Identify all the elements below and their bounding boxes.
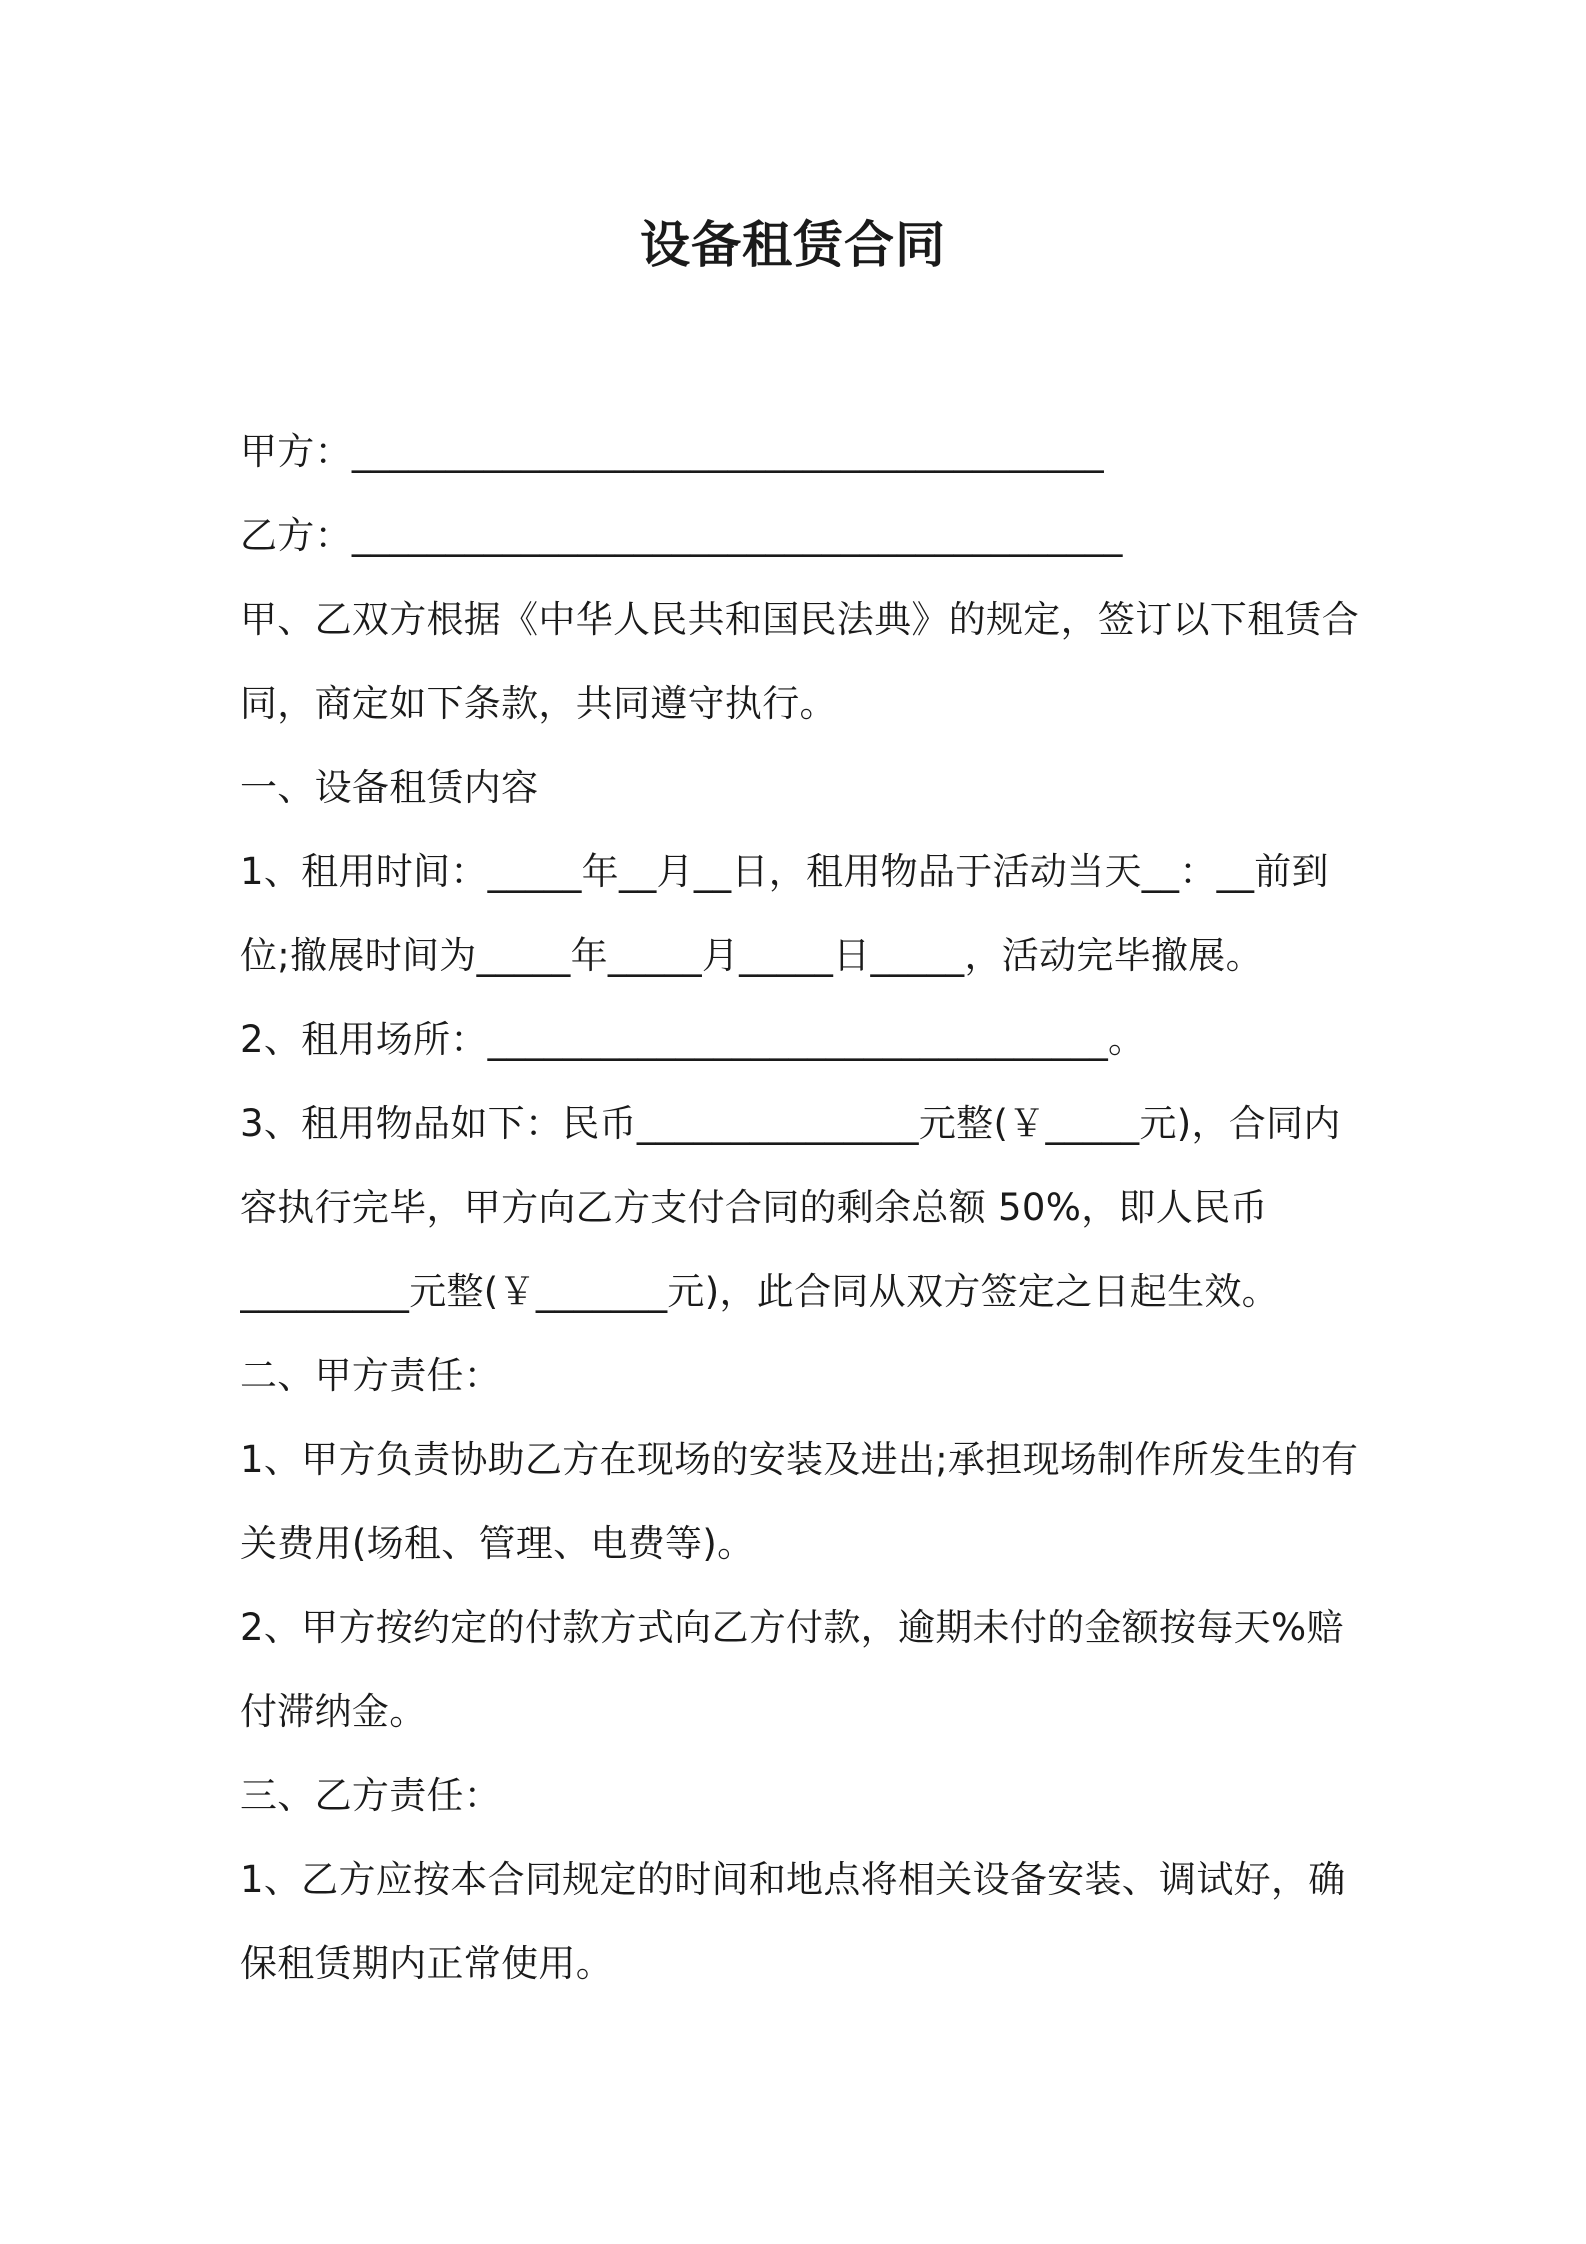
clause-1-3-line: 容执行完毕，甲方向乙方支付合同的剩余总额 50%，即人民币: [240, 1186, 1268, 1229]
clause-1-1-line: 1、租用时间：_____年__月__日，租用物品于活动当天__：__前到: [240, 850, 1329, 893]
clause-3-1-line: 保租赁期内正常使用。: [240, 1942, 613, 1985]
clause-1-2-line: 2、租用场所：_________________________________。: [240, 1018, 1146, 1061]
section-heading-2: 二、甲方责任：: [240, 1354, 502, 1397]
party-a-line: 甲方：________________________________________: [240, 430, 1104, 473]
clause-1-3-line: _________元整(￥_______元)，此合同从双方签定之日起生效。: [240, 1270, 1279, 1313]
intro-paragraph-line: 同，商定如下条款，共同遵守执行。: [240, 682, 837, 725]
clause-1-3-line: 3、租用物品如下：民币_______________元整(￥_____元)，合同内: [240, 1102, 1341, 1145]
document-title: 设备租赁合同: [640, 216, 946, 274]
clause-2-1-line: 关费用(场租、管理、电费等)。: [240, 1522, 755, 1565]
clause-2-2-line: 2、甲方按约定的付款方式向乙方付款，逾期未付的金额按每天%赔: [240, 1606, 1344, 1649]
intro-paragraph-line: 甲、乙双方根据《中华人民共和国民法典》的规定，签订以下租赁合: [240, 598, 1359, 641]
section-heading-1: 一、设备租赁内容: [240, 766, 539, 809]
contract-body: [240, 410, 1360, 2006]
section-heading-3: 三、乙方责任：: [240, 1774, 502, 1817]
clause-2-1-line: 1、甲方负责协助乙方在现场的安装及进出;承担现场制作所发生的有: [240, 1438, 1359, 1481]
clause-3-1-line: 1、乙方应按本合同规定的时间和地点将相关设备安装、调试好，确: [240, 1858, 1346, 1901]
clause-2-2-line: 付滞纳金。: [240, 1690, 427, 1733]
party-b-line: 乙方：_________________________________________: [240, 514, 1123, 557]
clause-1-1-line: 位;撤展时间为_____年_____月_____日_____，活动完毕撤展。: [240, 934, 1263, 977]
